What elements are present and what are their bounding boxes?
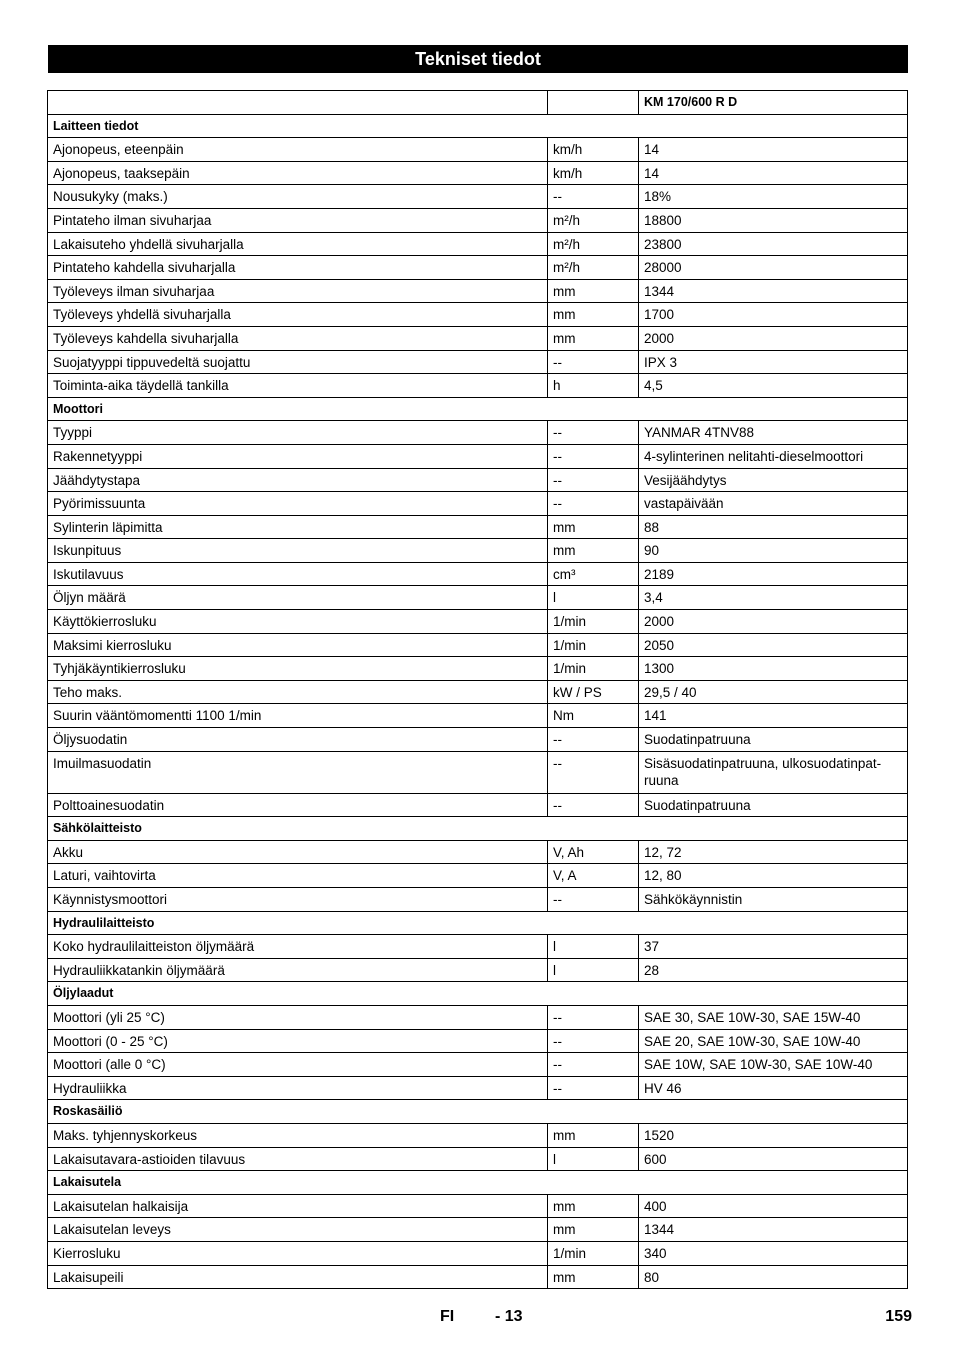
spec-value: 141: [639, 704, 908, 728]
section-heading: Moottori: [48, 397, 908, 421]
spec-value: 80: [639, 1265, 908, 1289]
spec-value: 2000: [639, 326, 908, 350]
spec-unit: mm: [548, 539, 639, 563]
spec-value: 18800: [639, 208, 908, 232]
table-row: [48, 657, 908, 681]
spec-unit: mm: [548, 1123, 639, 1147]
spec-label: Rakennetyyppi: [48, 444, 548, 468]
spec-value: 90: [639, 539, 908, 563]
spec-value: IPX 3: [639, 350, 908, 374]
spec-label: Moottori (yli 25 °C): [48, 1005, 548, 1029]
table-row: [48, 492, 908, 516]
spec-label: Iskutilavuus: [48, 562, 548, 586]
table-row: [48, 468, 908, 492]
table-row: [48, 728, 908, 752]
spec-value: 4-sylinterinen nelitahti-dieselmoottori: [639, 444, 908, 468]
spec-unit: mm: [548, 326, 639, 350]
spec-label: Öljysuodatin: [48, 728, 548, 752]
spec-unit: --: [548, 888, 639, 912]
spec-unit: mm: [548, 303, 639, 327]
spec-value: 1344: [639, 279, 908, 303]
spec-label: Moottori (0 - 25 °C): [48, 1029, 548, 1053]
spec-unit: mm: [548, 515, 639, 539]
spec-label: Ajonopeus, eteenpäin: [48, 138, 548, 162]
spec-unit: km/h: [548, 161, 639, 185]
table-row: [48, 1053, 908, 1077]
spec-label: Hydrauliikkatankin öljymäärä: [48, 958, 548, 982]
spec-value: Suodatinpatruuna: [639, 728, 908, 752]
spec-label: Koko hydraulilaitteiston öljymäärä: [48, 935, 548, 959]
section-heading: Öljylaadut: [48, 982, 908, 1006]
spec-unit: mm: [548, 279, 639, 303]
spec-label: Öljyn määrä: [48, 586, 548, 610]
spec-unit: kW / PS: [548, 680, 639, 704]
spec-unit: V, A: [548, 864, 639, 888]
table-row: [48, 374, 908, 398]
section-heading-row: [48, 397, 908, 421]
spec-label: Jäähdytystapa: [48, 468, 548, 492]
spec-unit: l: [548, 1147, 639, 1171]
spec-value: HV 46: [639, 1076, 908, 1100]
section-heading: Sähkölaitteisto: [48, 817, 908, 841]
section-heading-row: [48, 911, 908, 935]
spec-label: Työleveys yhdellä sivuharjalla: [48, 303, 548, 327]
spec-unit: l: [548, 935, 639, 959]
spec-unit: --: [548, 468, 639, 492]
spec-label: Ajonopeus, taaksepäin: [48, 161, 548, 185]
spec-value: 600: [639, 1147, 908, 1171]
table-row: [48, 444, 908, 468]
spec-unit: --: [548, 1005, 639, 1029]
table-row: [48, 610, 908, 634]
spec-value: SAE 30, SAE 10W-30, SAE 15W-40: [639, 1005, 908, 1029]
section-heading: Roskasäiliö: [48, 1100, 908, 1124]
spec-unit: --: [548, 444, 639, 468]
spec-unit: 1/min: [548, 610, 639, 634]
spec-value: 1520: [639, 1123, 908, 1147]
spec-value: Vesijäähdytys: [639, 468, 908, 492]
spec-unit: --: [548, 1076, 639, 1100]
spec-label: Työleveys ilman sivuharjaa: [48, 279, 548, 303]
spec-unit: --: [548, 421, 639, 445]
spec-label: Pintateho kahdella sivuharjalla: [48, 256, 548, 280]
spec-unit: V, Ah: [548, 840, 639, 864]
spec-label: Akku: [48, 840, 548, 864]
spec-unit: km/h: [548, 138, 639, 162]
spec-unit: 1/min: [548, 657, 639, 681]
section-heading-row: [48, 1171, 908, 1195]
table-row: [48, 208, 908, 232]
spec-unit: mm: [548, 1194, 639, 1218]
spec-label: Laturi, vaihtovirta: [48, 864, 548, 888]
spec-unit: --: [548, 728, 639, 752]
table-row: [48, 864, 908, 888]
table-row: [48, 1029, 908, 1053]
spec-value: 1300: [639, 657, 908, 681]
spec-unit: --: [548, 492, 639, 516]
spec-label: Lakaisuteho yhdellä sivuharjalla: [48, 232, 548, 256]
spec-table: [47, 90, 908, 1289]
spec-value: 12, 80: [639, 864, 908, 888]
spec-unit: l: [548, 958, 639, 982]
spec-unit: --: [548, 185, 639, 209]
table-row: [48, 1076, 908, 1100]
spec-table-body: [48, 91, 908, 1289]
header-label-cell: [48, 91, 548, 115]
table-row: [48, 1241, 908, 1265]
spec-unit: --: [548, 793, 639, 817]
table-row: [48, 562, 908, 586]
spec-unit: mm: [548, 1218, 639, 1242]
spec-unit: m²/h: [548, 208, 639, 232]
spec-label: Teho maks.: [48, 680, 548, 704]
spec-value: 2050: [639, 633, 908, 657]
table-row: [48, 840, 908, 864]
spec-label: Suojatyyppi tippuvedeltä suojattu: [48, 350, 548, 374]
spec-value: Suodatinpatruuna: [639, 793, 908, 817]
spec-value: 340: [639, 1241, 908, 1265]
spec-value: 1344: [639, 1218, 908, 1242]
spec-unit: 1/min: [548, 1241, 639, 1265]
spec-value: 2000: [639, 610, 908, 634]
spec-value: 23800: [639, 232, 908, 256]
table-row: [48, 1005, 908, 1029]
spec-label: Sylinterin läpimitta: [48, 515, 548, 539]
table-row: [48, 1194, 908, 1218]
spec-label: Käynnistysmoottori: [48, 888, 548, 912]
spec-label: Nousukyky (maks.): [48, 185, 548, 209]
spec-label: Moottori (alle 0 °C): [48, 1053, 548, 1077]
table-row: [48, 279, 908, 303]
section-heading-row: [48, 114, 908, 138]
spec-label: Pintateho ilman sivuharjaa: [48, 208, 548, 232]
spec-unit: l: [548, 586, 639, 610]
spec-label: Iskunpituus: [48, 539, 548, 563]
table-row: [48, 1218, 908, 1242]
spec-label: Kierrosluku: [48, 1241, 548, 1265]
table-row: [48, 793, 908, 817]
table-row: [48, 421, 908, 445]
spec-unit: Nm: [548, 704, 639, 728]
spec-value: YANMAR 4TNV88: [639, 421, 908, 445]
footer-page-number: - 13: [495, 1308, 523, 1325]
table-row: [48, 232, 908, 256]
table-row: [48, 680, 908, 704]
spec-unit: m²/h: [548, 256, 639, 280]
section-heading: Hydraulilaitteisto: [48, 911, 908, 935]
table-header-row: [48, 91, 908, 115]
spec-label: Polttoainesuodatin: [48, 793, 548, 817]
spec-label: Lakaisutavara-astioiden tilavuus: [48, 1147, 548, 1171]
spec-value: 3,4: [639, 586, 908, 610]
spec-label: Käyttökierrosluku: [48, 610, 548, 634]
table-row: [48, 586, 908, 610]
spec-label: Lakaisutelan halkaisija: [48, 1194, 548, 1218]
spec-value: 2189: [639, 562, 908, 586]
spec-value: 28000: [639, 256, 908, 280]
table-row: [48, 935, 908, 959]
spec-unit: cm³: [548, 562, 639, 586]
spec-label: Maksimi kierrosluku: [48, 633, 548, 657]
spec-label: Toiminta-aika täydellä tankilla: [48, 374, 548, 398]
spec-unit: h: [548, 374, 639, 398]
spec-label: Pyörimissuunta: [48, 492, 548, 516]
table-row: [48, 539, 908, 563]
header-unit-cell: [548, 91, 639, 115]
spec-value: Sisäsuodatinpatruuna, ulkosuodatinpat-ruuna: [639, 751, 908, 793]
spec-value: 37: [639, 935, 908, 959]
table-row: [48, 256, 908, 280]
spec-value: SAE 20, SAE 10W-30, SAE 10W-40: [639, 1029, 908, 1053]
spec-value: 14: [639, 161, 908, 185]
spec-label: Tyyppi: [48, 421, 548, 445]
table-row: [48, 704, 908, 728]
table-row: [48, 1147, 908, 1171]
spec-unit: m²/h: [548, 232, 639, 256]
spec-value: SAE 10W, SAE 10W-30, SAE 10W-40: [639, 1053, 908, 1077]
spec-value: 14: [639, 138, 908, 162]
section-heading-row: [48, 1100, 908, 1124]
table-row: [48, 633, 908, 657]
table-row: [48, 888, 908, 912]
table-row: [48, 161, 908, 185]
spec-unit: --: [548, 751, 639, 793]
table-row: [48, 350, 908, 374]
section-heading: Lakaisutela: [48, 1171, 908, 1195]
table-row: [48, 751, 908, 793]
spec-label: Lakaisutelan leveys: [48, 1218, 548, 1242]
table-row: [48, 515, 908, 539]
spec-label: Lakaisupeili: [48, 1265, 548, 1289]
spec-unit: --: [548, 1029, 639, 1053]
spec-value: vastapäivään: [639, 492, 908, 516]
footer-language: FI: [440, 1308, 455, 1325]
model-header: KM 170/600 R D: [639, 91, 908, 115]
spec-unit: mm: [548, 1265, 639, 1289]
table-row: [48, 303, 908, 327]
spec-label: Työleveys kahdella sivuharjalla: [48, 326, 548, 350]
spec-value: 400: [639, 1194, 908, 1218]
spec-value: 12, 72: [639, 840, 908, 864]
spec-label: Imuilmasuodatin: [48, 751, 548, 793]
page-title: Tekniset tiedot: [48, 45, 908, 73]
spec-label: Hydrauliikka: [48, 1076, 548, 1100]
section-heading-row: [48, 982, 908, 1006]
spec-value: 18%: [639, 185, 908, 209]
table-row: [48, 958, 908, 982]
spec-value: 28: [639, 958, 908, 982]
footer-absolute-page: 159: [885, 1308, 912, 1325]
table-row: [48, 1123, 908, 1147]
table-row: [48, 326, 908, 350]
spec-label: Maks. tyhjennyskorkeus: [48, 1123, 548, 1147]
spec-unit: 1/min: [548, 633, 639, 657]
spec-label: Tyhjäkäyntikierrosluku: [48, 657, 548, 681]
spec-unit: --: [548, 1053, 639, 1077]
spec-value: 88: [639, 515, 908, 539]
table-row: [48, 138, 908, 162]
spec-label: Suurin vääntömomentti 1100 1/min: [48, 704, 548, 728]
table-row: [48, 185, 908, 209]
spec-value: Sähkökäynnistin: [639, 888, 908, 912]
spec-value: 29,5 / 40: [639, 680, 908, 704]
section-heading-row: [48, 817, 908, 841]
table-row: [48, 1265, 908, 1289]
spec-unit: --: [548, 350, 639, 374]
spec-value: 1700: [639, 303, 908, 327]
section-heading: Laitteen tiedot: [48, 114, 908, 138]
spec-value: 4,5: [639, 374, 908, 398]
